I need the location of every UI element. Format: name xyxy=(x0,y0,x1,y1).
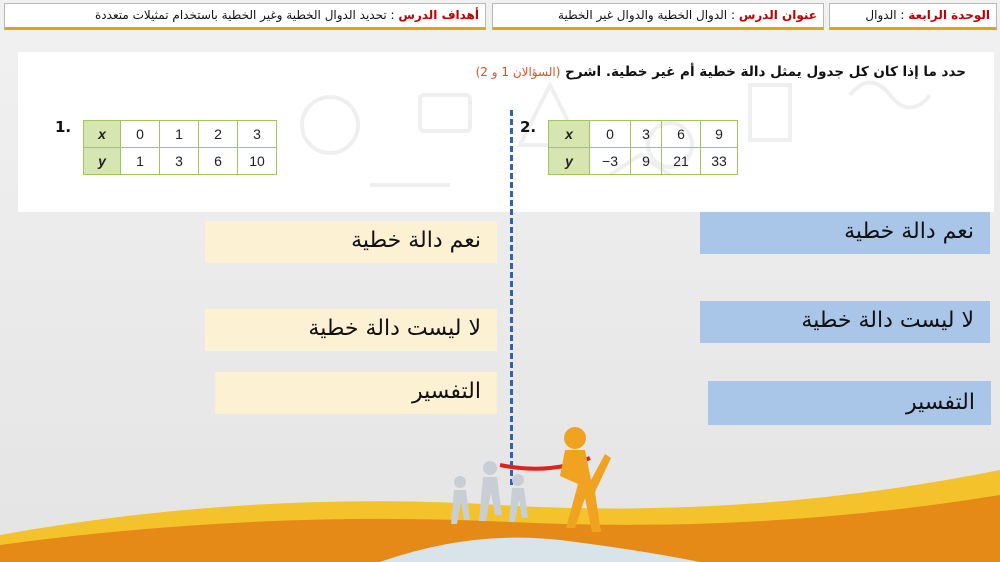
table-cell: 3 xyxy=(631,121,662,148)
table-cell: 9 xyxy=(631,148,662,175)
table-cell: 0 xyxy=(590,121,631,148)
table-row xyxy=(84,148,277,175)
table-row xyxy=(549,148,738,175)
instruction-text xyxy=(476,64,966,80)
table-row xyxy=(84,121,277,148)
right-answer-yes[interactable]: نعم دالة خطية xyxy=(700,212,990,254)
question-1-number: 1. xyxy=(55,118,72,136)
left-answer-yes[interactable]: نعم دالة خطية xyxy=(205,221,497,263)
unit-label: الوحدة الرابعة xyxy=(908,8,990,22)
right-answer-explain[interactable]: التفسير xyxy=(708,381,991,425)
table-cell: 10 xyxy=(238,148,277,175)
right-answer-no[interactable]: لا ليست دالة خطية xyxy=(700,301,990,343)
left-answer-explain[interactable]: التفسير xyxy=(215,372,497,414)
x-header: x xyxy=(549,121,590,148)
lesson-goals-label: أهداف الدرس xyxy=(398,8,479,22)
table-cell: 3 xyxy=(160,148,199,175)
table-cell: 2 xyxy=(199,121,238,148)
table-cell: 1 xyxy=(160,121,199,148)
lesson-goals-value: : تحديد الدوال الخطية وغير الخطية باستخدام تمثيلات متعددة xyxy=(95,8,395,22)
table-cell: 0 xyxy=(121,121,160,148)
table-cell: 9 xyxy=(701,121,738,148)
table-row xyxy=(549,121,738,148)
header-unit xyxy=(829,3,997,30)
instruction-hint: (السؤالان 1 و 2) xyxy=(475,65,561,79)
runners-illustration-icon xyxy=(430,420,630,560)
table-cell: 21 xyxy=(662,148,701,175)
table-cell: 6 xyxy=(199,148,238,175)
table-cell: 3 xyxy=(238,121,277,148)
left-answer-no[interactable]: لا ليست دالة خطية xyxy=(205,309,497,351)
x-header: x xyxy=(84,121,121,148)
table-cell: 33 xyxy=(701,148,738,175)
lesson-title-value: : الدوال الخطية والدوال غير الخطية xyxy=(558,8,735,22)
unit-value: : الدوال xyxy=(865,8,905,22)
table-cell: 1 xyxy=(121,148,160,175)
header-lesson-goals xyxy=(4,3,486,30)
instruction-main: حدد ما إذا كان كل جدول يمثل دالة خطية أم غير خطية. اشرح xyxy=(565,64,966,80)
y-header: y xyxy=(84,148,121,175)
question-2-number: 2. xyxy=(520,118,537,136)
lesson-title-label: عنوان الدرس xyxy=(738,8,817,22)
table-cell: −3 xyxy=(590,148,631,175)
y-header: y xyxy=(549,148,590,175)
header-lesson-title xyxy=(492,3,824,30)
table-cell: 6 xyxy=(662,121,701,148)
question-1-table xyxy=(83,120,277,175)
question-2-table xyxy=(548,120,738,175)
